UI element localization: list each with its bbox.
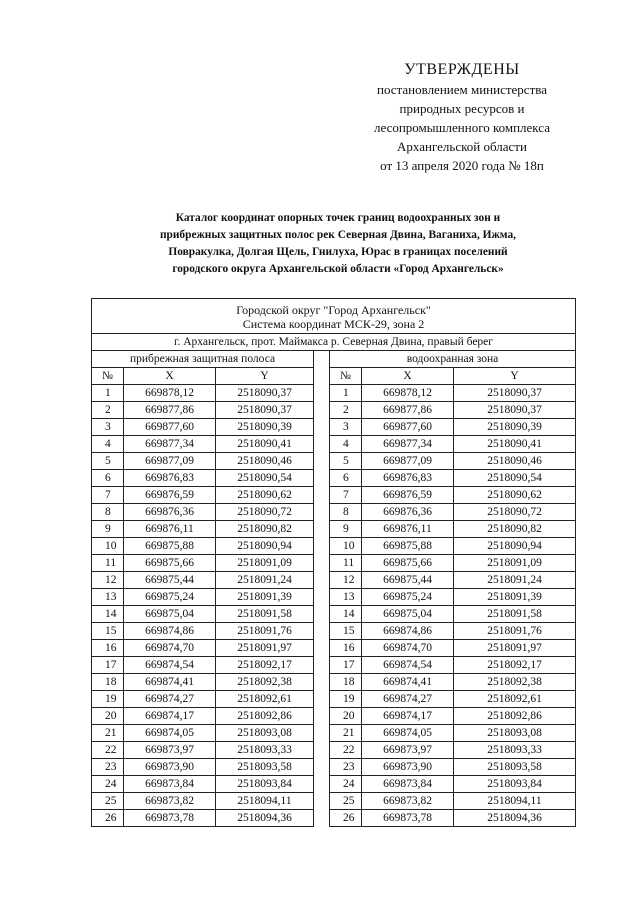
y-coordinate: 2518090,46: [216, 453, 314, 470]
y-coordinate: 2518090,41: [216, 436, 314, 453]
point-number: 22: [330, 742, 362, 759]
x-coordinate: 669876,11: [124, 521, 216, 538]
x-coordinate: 669874,05: [362, 725, 454, 742]
gap-cell: [314, 776, 330, 793]
y-coordinate: 2518092,61: [216, 691, 314, 708]
x-coordinate: 669874,54: [362, 657, 454, 674]
table-row: [92, 419, 576, 436]
point-number: 6: [330, 470, 362, 487]
point-number: 15: [330, 623, 362, 640]
approval-line: природных ресурсов и: [399, 101, 525, 116]
y-coordinate: 2518093,08: [216, 725, 314, 742]
y-coordinate: 2518090,39: [216, 419, 314, 436]
point-number: 3: [330, 419, 362, 436]
x-coordinate: 669873,90: [124, 759, 216, 776]
coordinates-table: [91, 298, 576, 827]
point-number: 8: [330, 504, 362, 521]
table-row: [92, 402, 576, 419]
point-number: 13: [330, 589, 362, 606]
gap-cell: [314, 487, 330, 504]
gap-cell: [314, 793, 330, 810]
col-no-header: №: [330, 368, 362, 385]
point-number: 26: [330, 810, 362, 827]
table-row: [92, 589, 576, 606]
x-coordinate: 669874,17: [124, 708, 216, 725]
table-row: [92, 742, 576, 759]
gap-cell: [314, 555, 330, 572]
gap-cell: [314, 708, 330, 725]
gap-cell: [314, 623, 330, 640]
y-coordinate: 2518092,86: [216, 708, 314, 725]
point-number: 14: [330, 606, 362, 623]
x-coordinate: 669877,60: [362, 419, 454, 436]
x-coordinate: 669876,36: [362, 504, 454, 521]
table-row: [92, 555, 576, 572]
gap-cell: [314, 402, 330, 419]
y-coordinate: 2518093,33: [216, 742, 314, 759]
table-row: [92, 470, 576, 487]
x-coordinate: 669877,34: [124, 436, 216, 453]
point-number: 12: [92, 572, 124, 589]
x-coordinate: 669873,97: [362, 742, 454, 759]
table-row: [92, 776, 576, 793]
y-coordinate: 2518091,24: [454, 572, 576, 589]
point-number: 23: [92, 759, 124, 776]
point-number: 7: [330, 487, 362, 504]
catalog-title-line: прибрежных защитных полос рек Северная Двина, Ваганиха, Ижма,: [159, 229, 517, 241]
gap-cell: [314, 810, 330, 827]
x-coordinate: 669874,41: [362, 674, 454, 691]
table-row: [92, 810, 576, 827]
point-number: 24: [92, 776, 124, 793]
table-header-zones: [92, 351, 576, 368]
gap-cell: [314, 419, 330, 436]
y-coordinate: 2518090,41: [454, 436, 576, 453]
y-coordinate: 2518092,17: [216, 657, 314, 674]
x-coordinate: 669877,60: [124, 419, 216, 436]
y-coordinate: 2518093,58: [216, 759, 314, 776]
y-coordinate: 2518090,46: [454, 453, 576, 470]
x-coordinate: 669875,24: [362, 589, 454, 606]
y-coordinate: 2518090,94: [454, 538, 576, 555]
gap-cell: [314, 759, 330, 776]
x-coordinate: 669874,17: [362, 708, 454, 725]
table-row: [92, 521, 576, 538]
y-coordinate: 2518093,33: [454, 742, 576, 759]
x-coordinate: 669874,70: [362, 640, 454, 657]
col-x-header: X: [124, 368, 216, 385]
table-row: [92, 487, 576, 504]
point-number: 26: [92, 810, 124, 827]
y-coordinate: 2518093,58: [454, 759, 576, 776]
x-coordinate: 669876,83: [124, 470, 216, 487]
x-coordinate: 669874,70: [124, 640, 216, 657]
x-coordinate: 669873,82: [124, 793, 216, 810]
table-row: [92, 538, 576, 555]
table-row: [92, 708, 576, 725]
approval-line: Архангельской области: [397, 139, 527, 154]
x-coordinate: 669875,66: [124, 555, 216, 572]
point-number: 14: [92, 606, 124, 623]
point-number: 10: [330, 538, 362, 555]
point-number: 17: [330, 657, 362, 674]
x-coordinate: 669874,27: [362, 691, 454, 708]
catalog-title-line: Повракулка, Долгая Щель, Гнилуха, Юрас в границах поселений: [168, 246, 508, 258]
gap-cell: [314, 470, 330, 487]
x-coordinate: 669876,59: [124, 487, 216, 504]
gap-cell: [314, 725, 330, 742]
point-number: 5: [92, 453, 124, 470]
x-coordinate: 669877,86: [362, 402, 454, 419]
point-number: 7: [92, 487, 124, 504]
gap-cell: [314, 351, 330, 368]
x-coordinate: 669873,78: [362, 810, 454, 827]
table-row: [92, 640, 576, 657]
point-number: 6: [92, 470, 124, 487]
x-coordinate: 669873,84: [362, 776, 454, 793]
point-number: 20: [330, 708, 362, 725]
gap-cell: [314, 453, 330, 470]
table-row: [92, 436, 576, 453]
y-coordinate: 2518090,37: [454, 402, 576, 419]
table-row: [92, 759, 576, 776]
catalog-title-line: городского округа Архангельской области «Город Архангельск»: [172, 263, 504, 275]
x-coordinate: 669874,41: [124, 674, 216, 691]
x-coordinate: 669878,12: [362, 385, 454, 402]
catalog-title: [100, 210, 576, 278]
point-number: 18: [92, 674, 124, 691]
approval-block: [350, 60, 574, 175]
y-coordinate: 2518090,72: [454, 504, 576, 521]
x-coordinate: 669873,78: [124, 810, 216, 827]
y-coordinate: 2518090,94: [216, 538, 314, 555]
x-coordinate: 669877,34: [362, 436, 454, 453]
district-name: Городской округ "Город Архангельск": [236, 303, 431, 317]
table-row: [92, 606, 576, 623]
gap-cell: [314, 368, 330, 385]
y-coordinate: 2518091,76: [454, 623, 576, 640]
point-number: 10: [92, 538, 124, 555]
point-number: 15: [92, 623, 124, 640]
table-row: [92, 623, 576, 640]
x-coordinate: 669875,24: [124, 589, 216, 606]
y-coordinate: 2518092,38: [216, 674, 314, 691]
gap-cell: [314, 742, 330, 759]
y-coordinate: 2518091,76: [216, 623, 314, 640]
table-row: [92, 793, 576, 810]
gap-cell: [314, 436, 330, 453]
col-x-header: X: [362, 368, 454, 385]
point-number: 4: [92, 436, 124, 453]
x-coordinate: 669874,27: [124, 691, 216, 708]
point-number: 20: [92, 708, 124, 725]
point-number: 2: [92, 402, 124, 419]
gap-cell: [314, 691, 330, 708]
x-coordinate: 669873,82: [362, 793, 454, 810]
point-number: 24: [330, 776, 362, 793]
x-coordinate: 669875,88: [362, 538, 454, 555]
point-number: 22: [92, 742, 124, 759]
y-coordinate: 2518091,58: [216, 606, 314, 623]
right-zone-label: водоохранная зона: [330, 351, 576, 368]
table-title-cell: [92, 299, 576, 334]
gap-cell: [314, 657, 330, 674]
point-number: 19: [330, 691, 362, 708]
y-coordinate: 2518090,54: [216, 470, 314, 487]
table-row: [92, 385, 576, 402]
point-number: 13: [92, 589, 124, 606]
table-row: [92, 453, 576, 470]
point-number: 5: [330, 453, 362, 470]
table-row: [92, 691, 576, 708]
x-coordinate: 669877,09: [362, 453, 454, 470]
point-number: 9: [330, 521, 362, 538]
x-coordinate: 669875,66: [362, 555, 454, 572]
x-coordinate: 669876,36: [124, 504, 216, 521]
point-number: 16: [330, 640, 362, 657]
point-number: 8: [92, 504, 124, 521]
point-number: 19: [92, 691, 124, 708]
y-coordinate: 2518092,61: [454, 691, 576, 708]
y-coordinate: 2518094,36: [216, 810, 314, 827]
y-coordinate: 2518094,36: [454, 810, 576, 827]
y-coordinate: 2518091,09: [454, 555, 576, 572]
gap-cell: [314, 521, 330, 538]
point-number: 16: [92, 640, 124, 657]
gap-cell: [314, 504, 330, 521]
point-number: 12: [330, 572, 362, 589]
x-coordinate: 669876,11: [362, 521, 454, 538]
y-coordinate: 2518091,97: [216, 640, 314, 657]
left-zone-label: прибрежная защитная полоса: [92, 351, 314, 368]
y-coordinate: 2518094,11: [216, 793, 314, 810]
gap-cell: [314, 606, 330, 623]
x-coordinate: 669878,12: [124, 385, 216, 402]
coordinate-system: Система координат МСК-29, зона 2: [242, 317, 425, 331]
gap-cell: [314, 640, 330, 657]
approval-heading: УТВЕРЖДЕНЫ: [404, 61, 520, 78]
y-coordinate: 2518092,38: [454, 674, 576, 691]
y-coordinate: 2518093,84: [454, 776, 576, 793]
point-number: 2: [330, 402, 362, 419]
y-coordinate: 2518091,39: [216, 589, 314, 606]
x-coordinate: 669875,04: [124, 606, 216, 623]
y-coordinate: 2518090,37: [454, 385, 576, 402]
table-row: [92, 572, 576, 589]
x-coordinate: 669875,88: [124, 538, 216, 555]
table-row: [92, 725, 576, 742]
col-no-header: №: [92, 368, 124, 385]
x-coordinate: 669877,86: [124, 402, 216, 419]
x-coordinate: 669873,90: [362, 759, 454, 776]
x-coordinate: 669877,09: [124, 453, 216, 470]
y-coordinate: 2518092,17: [454, 657, 576, 674]
point-number: 11: [92, 555, 124, 572]
approval-line: постановлением министерства: [376, 82, 547, 97]
col-y-header: Y: [216, 368, 314, 385]
y-coordinate: 2518090,54: [454, 470, 576, 487]
y-coordinate: 2518090,37: [216, 385, 314, 402]
x-coordinate: 669875,04: [362, 606, 454, 623]
point-number: 21: [330, 725, 362, 742]
point-number: 18: [330, 674, 362, 691]
y-coordinate: 2518091,09: [216, 555, 314, 572]
x-coordinate: 669875,44: [124, 572, 216, 589]
y-coordinate: 2518091,58: [454, 606, 576, 623]
x-coordinate: 669873,84: [124, 776, 216, 793]
table-row: [92, 504, 576, 521]
x-coordinate: 669874,54: [124, 657, 216, 674]
point-number: 1: [92, 385, 124, 402]
y-coordinate: 2518092,86: [454, 708, 576, 725]
x-coordinate: 669874,86: [124, 623, 216, 640]
point-number: 25: [330, 793, 362, 810]
gap-cell: [314, 538, 330, 555]
point-number: 17: [92, 657, 124, 674]
y-coordinate: 2518090,82: [454, 521, 576, 538]
approval-line: от 13 апреля 2020 года № 18п: [380, 158, 544, 173]
x-coordinate: 669875,44: [362, 572, 454, 589]
y-coordinate: 2518091,39: [454, 589, 576, 606]
location-cell: г. Архангельск, прот. Маймакса р. Северная Двина, правый берег: [92, 334, 576, 351]
table-header-district: [92, 299, 576, 334]
y-coordinate: 2518090,72: [216, 504, 314, 521]
table-header-columns: [92, 368, 576, 385]
y-coordinate: 2518090,82: [216, 521, 314, 538]
point-number: 23: [330, 759, 362, 776]
point-number: 25: [92, 793, 124, 810]
y-coordinate: 2518091,97: [454, 640, 576, 657]
y-coordinate: 2518090,39: [454, 419, 576, 436]
y-coordinate: 2518090,37: [216, 402, 314, 419]
catalog-title-line: Каталог координат опорных точек границ водоохранных зон и: [175, 212, 501, 224]
point-number: 21: [92, 725, 124, 742]
point-number: 9: [92, 521, 124, 538]
point-number: 4: [330, 436, 362, 453]
x-coordinate: 669873,97: [124, 742, 216, 759]
y-coordinate: 2518094,11: [454, 793, 576, 810]
y-coordinate: 2518090,62: [454, 487, 576, 504]
point-number: 1: [330, 385, 362, 402]
x-coordinate: 669874,05: [124, 725, 216, 742]
y-coordinate: 2518093,08: [454, 725, 576, 742]
x-coordinate: 669876,59: [362, 487, 454, 504]
x-coordinate: 669876,83: [362, 470, 454, 487]
y-coordinate: 2518091,24: [216, 572, 314, 589]
approval-line: лесопромышленного комплекса: [373, 120, 550, 135]
col-y-header: Y: [454, 368, 576, 385]
point-number: 11: [330, 555, 362, 572]
gap-cell: [314, 674, 330, 691]
table-row: [92, 674, 576, 691]
table-row: [92, 657, 576, 674]
point-number: 3: [92, 419, 124, 436]
gap-cell: [314, 385, 330, 402]
gap-cell: [314, 572, 330, 589]
y-coordinate: 2518090,62: [216, 487, 314, 504]
table-header-location: [92, 334, 576, 351]
gap-cell: [314, 589, 330, 606]
y-coordinate: 2518093,84: [216, 776, 314, 793]
x-coordinate: 669874,86: [362, 623, 454, 640]
